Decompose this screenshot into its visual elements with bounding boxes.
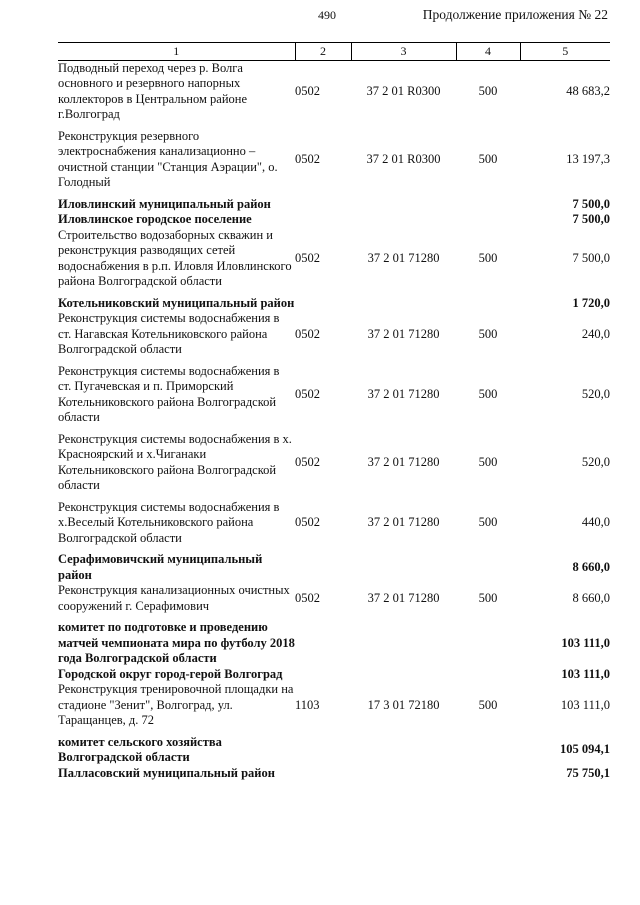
section-code-cell [295, 667, 351, 683]
table-row [58, 583, 610, 620]
table-row [58, 500, 610, 553]
table-header-row [58, 43, 610, 61]
section-code-cell [295, 735, 351, 766]
section-code-cell: 0502 [295, 151, 320, 166]
table-row-group-total [58, 552, 610, 583]
amount-cell: 103 111,0 [561, 666, 610, 681]
item-name-cell: Котельниковский муниципальный район [58, 295, 295, 310]
target-article-code-cell: 37 2 01 71280 [367, 386, 440, 401]
target-article-code-cell: 37 2 01 71280 [367, 590, 440, 605]
expense-type-code-cell [456, 212, 520, 228]
amount-cell: 440,0 [581, 515, 610, 529]
table-row [58, 682, 610, 735]
amount-cell: 103 111,0 [560, 697, 610, 712]
section-code-cell [295, 197, 351, 213]
expense-type-code-cell: 500 [478, 151, 498, 166]
amount-cell: 8 660,0 [572, 590, 610, 605]
section-code-cell: 0502 [295, 515, 320, 529]
table-row [58, 432, 610, 500]
section-code-cell [295, 212, 351, 228]
item-name-cell: Реконструкция канализационных очистных сооружений г. Серафимович [58, 583, 290, 613]
amount-cell: 75 750,1 [566, 765, 610, 780]
target-article-code-cell: 37 2 01 R0300 [366, 151, 441, 166]
target-article-code-cell: 37 2 01 71280 [367, 250, 440, 265]
amount-cell: 7 500,0 [572, 212, 610, 226]
expense-type-code-cell [456, 667, 520, 683]
item-name-cell: Подводный переход через р. Волга основного и резервного напорных коллекторов в Центральном районе г.Волгоград [58, 60, 247, 121]
column-header: 3 [351, 43, 456, 61]
target-article-code-cell [351, 620, 456, 667]
appendix-continuation-label: Продолжение приложения № 22 [422, 7, 608, 22]
section-code-cell: 0502 [295, 326, 320, 341]
item-name-cell: Иловлинское городское поселение [58, 212, 252, 226]
item-name-cell: Строительство водозаборных скважин и реконструкция разводящих сетей водоснабжения в р.п. Иловля Иловлинского района Волгоградской области [58, 227, 292, 288]
item-name-cell: Реконструкция системы водоснабжения в х.Веселый Котельниковского района Волгоградской области [58, 499, 280, 545]
column-header: 5 [520, 43, 610, 61]
amount-cell: 240,0 [581, 326, 610, 341]
amount-cell: 520,0 [581, 386, 610, 401]
target-article-code-cell: 37 2 01 71280 [367, 454, 440, 469]
section-code-cell: 0502 [295, 454, 320, 469]
item-name-cell: Реконструкция тренировочной площадки на стадионе "Зенит", Волгоград, ул. Таращанцев, д. 72 [58, 682, 294, 727]
amount-cell: 103 111,0 [561, 635, 610, 650]
section-code-cell [295, 552, 351, 583]
section-code-cell: 0502 [295, 386, 320, 401]
budget-table [58, 42, 610, 781]
amount-cell: 48 683,2 [566, 83, 610, 98]
table-row-group-total [58, 296, 610, 312]
amount-cell: 105 094,1 [560, 742, 610, 757]
table-row [58, 364, 610, 432]
expense-type-code-cell: 500 [478, 386, 498, 401]
target-article-code-cell [351, 296, 456, 312]
amount-cell: 1 720,0 [572, 295, 610, 310]
expense-type-code-cell: 500 [478, 83, 498, 98]
section-code-cell: 0502 [295, 590, 320, 605]
expense-type-code-cell: 500 [478, 250, 498, 265]
section-code-cell: 0502 [295, 250, 320, 265]
expense-type-code-cell [456, 735, 520, 766]
target-article-code-cell [351, 667, 456, 683]
section-code-cell [295, 766, 351, 782]
table-row-group-total [58, 620, 610, 667]
item-name-cell: комитет по подготовке и проведению матчей чемпионата мира по футболу 2018 года Волгоградской области [58, 620, 295, 665]
expense-type-code-cell: 500 [478, 515, 498, 529]
table-row [58, 129, 610, 197]
table-row-group-total [58, 766, 610, 782]
target-article-code-cell [351, 766, 456, 782]
table-body [58, 60, 610, 781]
section-code-cell: 0502 [295, 83, 320, 98]
table-row-group-total [58, 212, 610, 228]
target-article-code-cell: 17 3 01 72180 [367, 697, 440, 712]
section-code-cell: 1103 [295, 697, 320, 712]
table-row-group-total [58, 667, 610, 683]
expense-type-code-cell: 500 [478, 590, 498, 605]
expense-type-code-cell: 500 [478, 697, 498, 712]
target-article-code-cell: 37 2 01 71280 [367, 515, 440, 529]
table-row-group-total [58, 735, 610, 766]
item-name-cell: Реконструкция системы водоснабжения в х. Красноярский и х.Чиганаки Котельниковского района Волгоградской области [58, 431, 292, 492]
target-article-code-cell: 37 2 01 R0300 [366, 83, 441, 98]
amount-cell: 8 660,0 [572, 559, 610, 574]
expense-type-code-cell [456, 197, 520, 213]
table-row [58, 60, 610, 129]
expense-type-code-cell [456, 552, 520, 583]
expense-type-code-cell: 500 [478, 326, 498, 341]
item-name-cell: Реконструкция резервного электроснабжения канализационно – очистной станции "Станция Аэрации", о. Голодный [58, 128, 278, 189]
table-row-group-total [58, 197, 610, 213]
target-article-code-cell [351, 197, 456, 213]
expense-type-code-cell [456, 296, 520, 312]
column-header: 2 [295, 43, 351, 61]
expense-type-code-cell: 500 [478, 454, 498, 469]
amount-cell: 13 197,3 [566, 151, 610, 166]
item-name-cell: Реконструкция системы водоснабжения в ст. Нагавская Котельниковского района Волгоградской области [58, 311, 280, 356]
column-header: 4 [456, 43, 520, 61]
item-name-cell: Иловлинский муниципальный район [58, 196, 271, 211]
item-name-cell: Палласовский муниципальный район [58, 765, 275, 780]
amount-cell: 520,0 [581, 454, 610, 469]
table-row [58, 311, 610, 364]
target-article-code-cell [351, 735, 456, 766]
table-row [58, 228, 610, 296]
target-article-code-cell: 37 2 01 71280 [367, 326, 440, 341]
item-name-cell: Реконструкция системы водоснабжения в ст. Пугачевская и п. Приморский Котельниковского района Волгоградской области [58, 363, 280, 424]
page-number: 490 [318, 8, 336, 22]
section-code-cell [295, 296, 351, 312]
item-name-cell: Городской округ город-герой Волгоград [58, 666, 283, 681]
item-name-cell: Серафимовичский муниципальный район [58, 552, 263, 582]
section-code-cell [295, 620, 351, 667]
amount-cell: 7 500,0 [572, 250, 610, 265]
column-header: 1 [58, 43, 295, 61]
target-article-code-cell [351, 212, 456, 228]
expense-type-code-cell [456, 766, 520, 782]
target-article-code-cell [351, 552, 456, 583]
expense-type-code-cell [456, 620, 520, 667]
item-name-cell: комитет сельского хозяйства Волгоградской области [58, 734, 222, 764]
amount-cell: 7 500,0 [572, 196, 610, 211]
